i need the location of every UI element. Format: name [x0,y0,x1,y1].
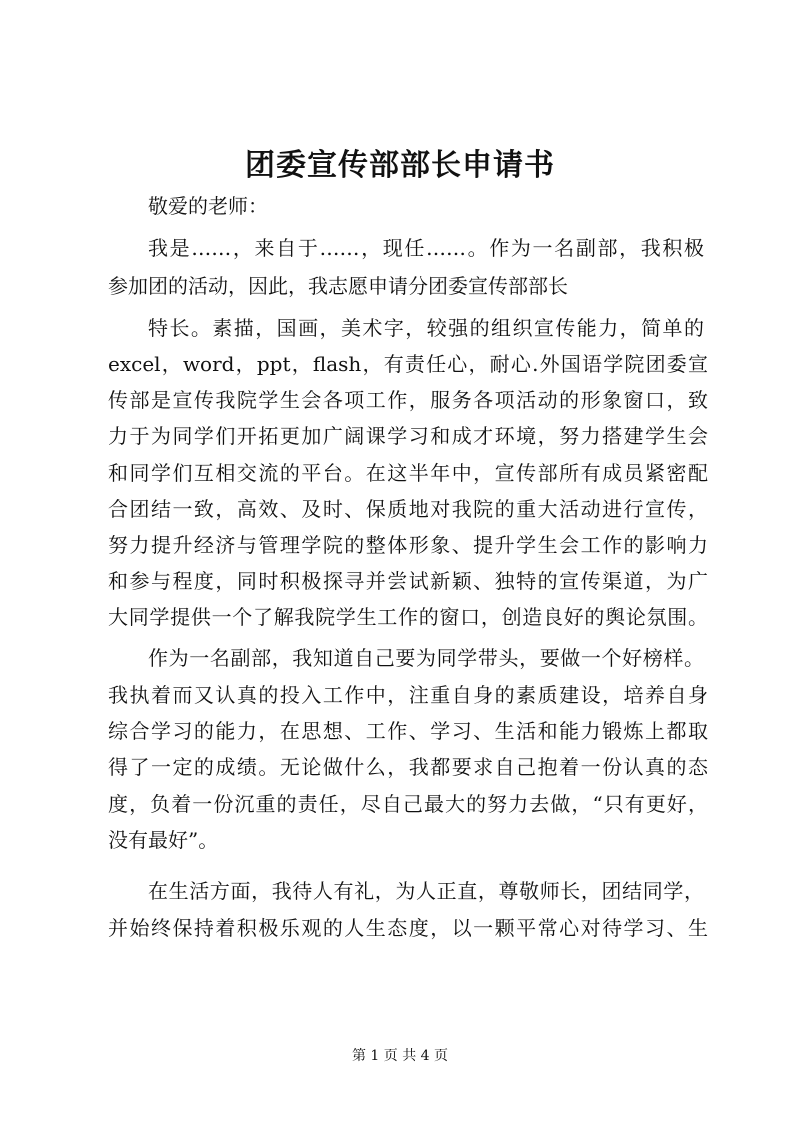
body-line: 作为一名副部，我知道自己要为同学带头，要做一个好榜样。 [148,646,704,670]
body-line: 和参与程度，同时积极探寻并尝试新颖、独特的宣传渠道，为广 [108,569,708,593]
document-title: 团委宣传部部长申请书 [245,148,555,183]
body-line: 度，负着一份沉重的责任，尽自己最大的努力去做，“只有更好， [108,792,708,816]
salutation-line: 敬爱的老师： [148,194,268,218]
body-line: 没有最好”。 [108,828,219,852]
body-line: 力于为同学们开拓更加广阔课学习和成才环境，努力搭建学生会 [108,424,708,448]
page-number-footer: 第 1 页 共 4 页 [351,1048,449,1064]
body-line: 和同学们互相交流的平台。在这半年中，宣传部所有成员紧密配 [108,461,708,485]
body-line: 并始终保持着积极乐观的人生态度，以一颗平常心对待学习、生 [108,916,708,940]
body-line: 我是……，来自于……，现任……。作为一名副部，我积极 [148,236,704,260]
body-line: 合团结一致，高效、及时、保质地对我院的重大活动进行宣传， [108,497,708,521]
body-line: 综合学习的能力，在思想、工作、学习、生活和能力锻炼上都取 [108,719,708,743]
body-line: excel，word，ppt，flash，有责任心，耐心.外国语学院团委宣 [108,352,708,376]
body-line: 在生活方面，我待人有礼，为人正直，尊敬师长，团结同学， [148,879,704,903]
body-line: 传部是宣传我院学生会各项工作，服务各项活动的形象窗口，致 [108,388,708,412]
body-line: 特长。素描，国画，美术字，较强的组织宣传能力，简单的 [148,316,704,340]
body-line: 我执着而又认真的投入工作中，注重自身的素质建设，培养自身 [108,683,708,707]
body-line: 大同学提供一个了解我院学生工作的窗口，创造良好的舆论氛围。 [108,605,708,629]
body-line: 参加团的活动，因此，我志愿申请分团委宣传部部长 [108,274,568,298]
body-line: 努力提升经济与管理学院的整体形象、提升学生会工作的影响力 [108,533,708,557]
body-line: 得了一定的成绩。无论做什么，我都要求自己抱着一份认真的态 [108,755,708,779]
